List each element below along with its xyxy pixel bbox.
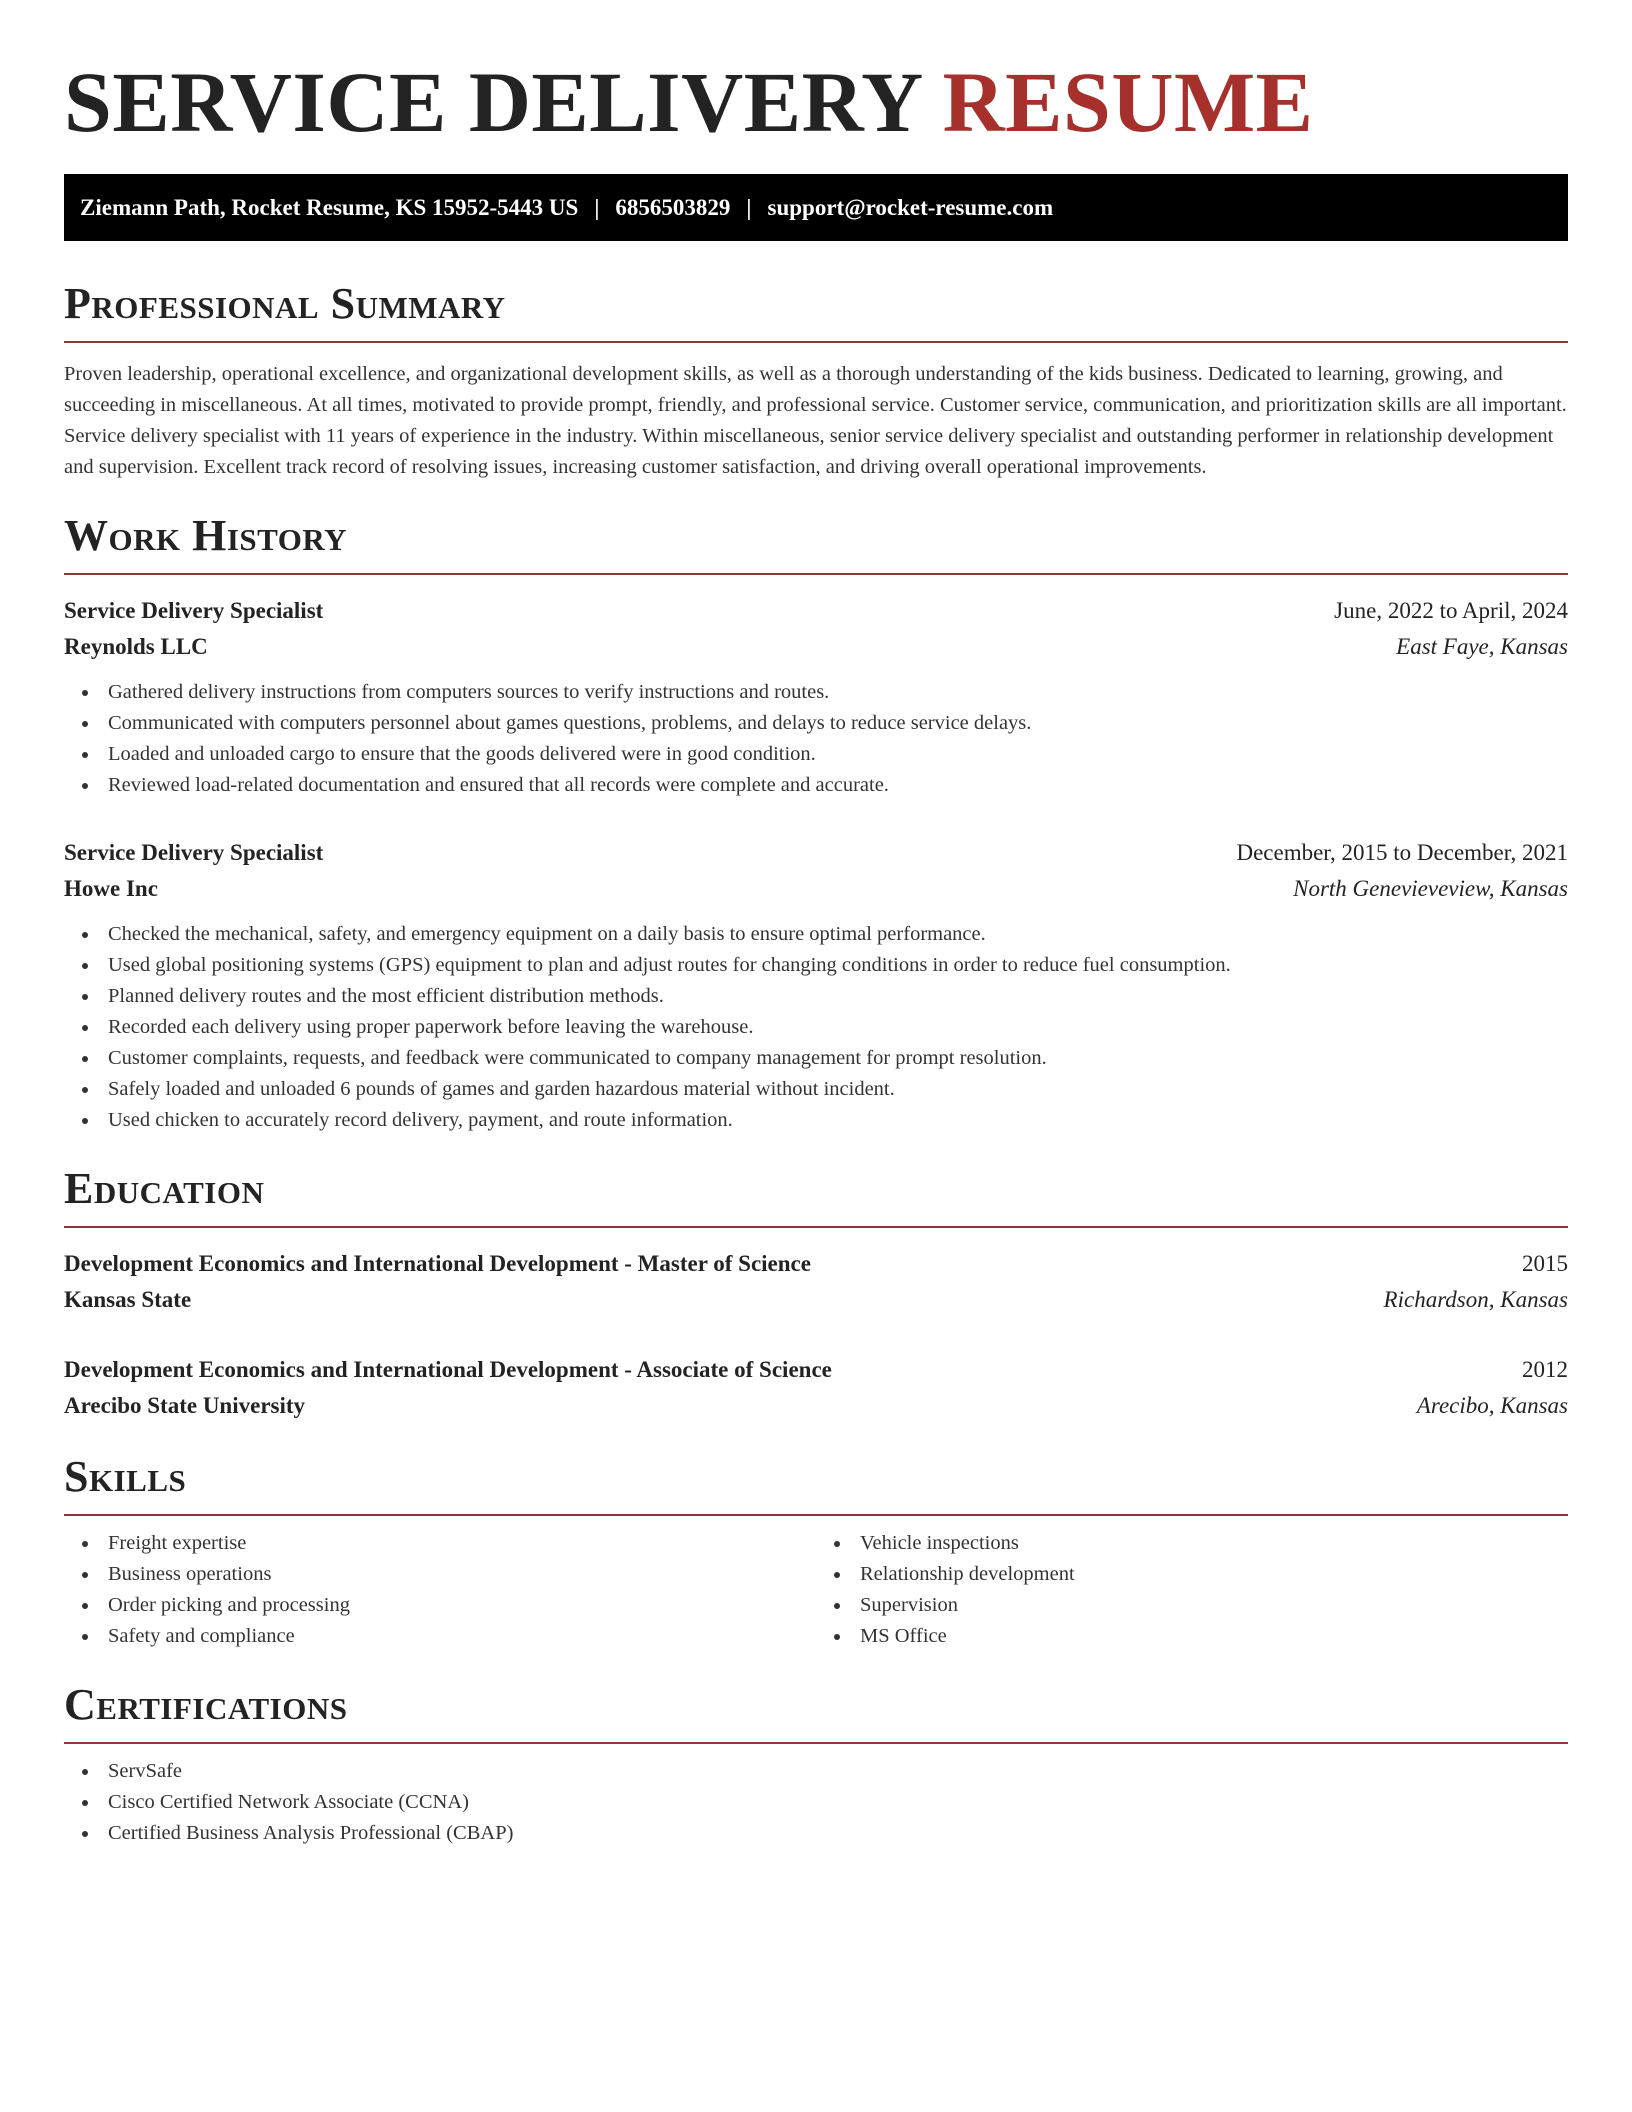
skills-column-right: [816, 1528, 1568, 1652]
list-item: Freight expertise: [64, 1528, 816, 1559]
list-item: Checked the mechanical, safety, and emergency equipment on a daily basis to ensure optimal performance.: [64, 919, 1568, 950]
summary-text: Proven leadership, operational excellence, and organizational development skills, as well as a thorough understanding of the kids business. Dedicated to learning, growing, and succeeding in miscellaneous. At all times, motivated to provide prompt, friendly, and professional service. Customer service, communication, and prioritization skills are all important. Service delivery specialist with 11 years of experience in the industry. Within miscellaneous, senior service delivery specialist and outstanding performer in relationship development and supervision. Excellent track record of resolving issues, increasing customer satisfaction, and driving overall operational improvements.: [64, 363, 1567, 478]
school-name: Arecibo State University: [64, 1393, 306, 1418]
degree-year: 2012: [1522, 1357, 1568, 1382]
list-item: Communicated with computers personnel about games questions, problems, and delays to reduce service delays.: [64, 708, 1568, 739]
list-item: Used global positioning systems (GPS) equipment to plan and adjust routes for changing conditions in order to reduce fuel consumption.: [64, 950, 1568, 981]
list-item: Recorded each delivery using proper paperwork before leaving the warehouse.: [64, 1012, 1568, 1043]
work-heading: Work History: [64, 511, 348, 560]
education-heading: Education: [64, 1164, 265, 1213]
skills-column-left: [64, 1528, 816, 1652]
contact-phone[interactable]: 6856503829: [615, 194, 731, 220]
list-item: Safety and compliance: [64, 1621, 816, 1652]
education-section: [64, 1166, 1568, 1424]
contact-bar: [64, 174, 1568, 241]
resume-title: [64, 56, 1568, 148]
list-item: Customer complaints, requests, and feedback were communicated to company management for prompt resolution.: [64, 1043, 1568, 1074]
skills-heading: Skills: [64, 1452, 187, 1501]
title-accent: RESUME: [942, 54, 1314, 150]
degree-year: 2015: [1522, 1251, 1568, 1276]
list-item: Relationship development: [816, 1559, 1568, 1590]
certifications-section: [64, 1682, 1568, 1849]
summary-heading: Professional Summary: [64, 279, 506, 328]
job-company: Howe Inc: [64, 876, 158, 901]
contact-address: Ziemann Path, Rocket Resume, KS 15952-5443 US: [80, 194, 579, 220]
list-item: Cisco Certified Network Associate (CCNA): [64, 1787, 1568, 1818]
job-bullets: [64, 677, 1568, 801]
certifications-list: [64, 1756, 1568, 1849]
contact-separator: |: [746, 194, 752, 220]
job-location: East Faye, Kansas: [1396, 634, 1568, 659]
job-company: Reynolds LLC: [64, 634, 208, 659]
list-item: Order picking and processing: [64, 1590, 816, 1621]
school-location: Richardson, Kansas: [1383, 1287, 1568, 1312]
list-item: Business operations: [64, 1559, 816, 1590]
list-item: Used chicken to accurately record delivery, payment, and route information.: [64, 1105, 1568, 1136]
section-divider: [64, 341, 1568, 343]
contact-separator: |: [594, 194, 600, 220]
section-divider: [64, 573, 1568, 575]
list-item: Certified Business Analysis Professional (CBAP): [64, 1818, 1568, 1849]
list-item: Vehicle inspections: [816, 1528, 1568, 1559]
job-entry: [64, 593, 1568, 801]
job-title: Service Delivery Specialist: [64, 840, 324, 865]
skills-list: [64, 1528, 816, 1652]
list-item: ServSafe: [64, 1756, 1568, 1787]
list-item: Loaded and unloaded cargo to ensure that the goods delivered were in good condition.: [64, 739, 1568, 770]
degree-title: Development Economics and International Development - Master of Science: [64, 1251, 811, 1276]
job-dates: December, 2015 to December, 2021: [1236, 840, 1568, 865]
title-main: SERVICE DELIVERY: [64, 54, 921, 150]
list-item: Safely loaded and unloaded 6 pounds of games and garden hazardous material without incident.: [64, 1074, 1568, 1105]
certifications-heading: Certifications: [64, 1680, 348, 1729]
skills-list: [816, 1528, 1568, 1652]
summary-section: [64, 281, 1568, 483]
degree-title: Development Economics and International Development - Associate of Science: [64, 1357, 832, 1382]
section-divider: [64, 1514, 1568, 1516]
list-item: Reviewed load-related documentation and ensured that all records were complete and accurate.: [64, 770, 1568, 801]
list-item: Planned delivery routes and the most efficient distribution methods.: [64, 981, 1568, 1012]
education-entry: [64, 1246, 1568, 1318]
school-name: Kansas State: [64, 1287, 192, 1312]
contact-email[interactable]: support@rocket-resume.com: [767, 194, 1054, 220]
job-bullets: [64, 919, 1568, 1136]
job-entry: [64, 835, 1568, 1136]
job-title: Service Delivery Specialist: [64, 598, 324, 623]
job-location: North Genevieveview, Kansas: [1293, 876, 1568, 901]
skills-section: [64, 1454, 1568, 1652]
work-section: [64, 513, 1568, 1136]
skills-grid: [64, 1528, 1568, 1652]
school-location: Arecibo, Kansas: [1416, 1393, 1568, 1418]
section-divider: [64, 1742, 1568, 1744]
list-item: MS Office: [816, 1621, 1568, 1652]
section-divider: [64, 1226, 1568, 1228]
education-entry: [64, 1352, 1568, 1424]
list-item: Supervision: [816, 1590, 1568, 1621]
list-item: Gathered delivery instructions from computers sources to verify instructions and routes.: [64, 677, 1568, 708]
job-dates: June, 2022 to April, 2024: [1334, 598, 1568, 623]
